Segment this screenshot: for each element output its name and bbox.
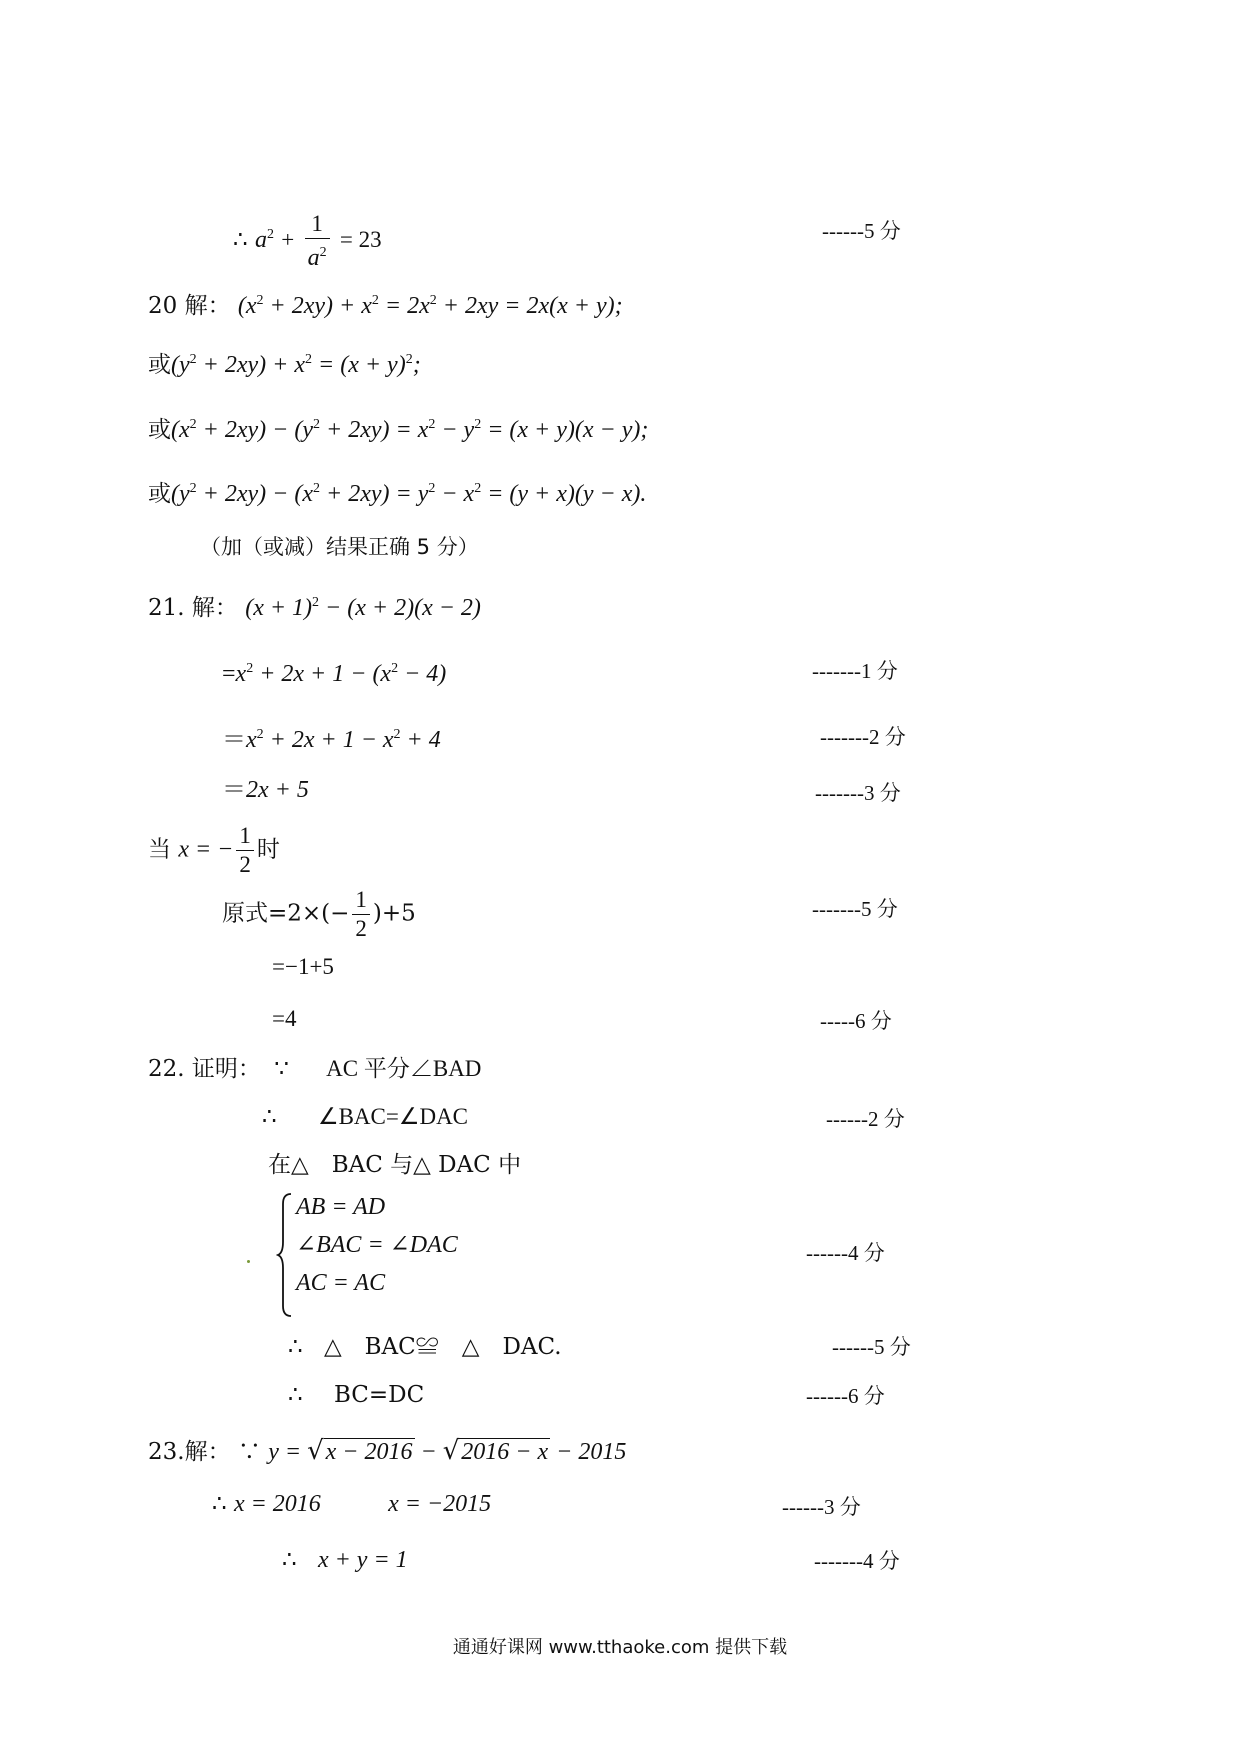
- score-mark: ------4 分: [806, 1241, 885, 1265]
- question-21-step-2: $=x^2 + 2x + 1 - x^2 + 4$: [222, 727, 441, 753]
- score-mark: -------4 分: [814, 1549, 900, 1573]
- left-brace-icon: [276, 1190, 294, 1320]
- question-20-note: （加（或减）结果正确 5 分）: [200, 535, 479, 559]
- condition-3: AC = AC: [296, 1270, 386, 1296]
- question-21-step-b: =4: [272, 1006, 297, 1031]
- fraction-one-half: $\frac{1}{2}$: [236, 822, 254, 879]
- question-21-when-line: 当 x = − $\frac{1}{2}$ 时: [148, 823, 280, 877]
- question-21-step-3: ＝2x + 5: [222, 777, 309, 803]
- question-20-line-4: 或$(y^2 + 2xy) - (x^2 + 2xy) = y^2 - x^2 = (y + x)(y - x)$.: [148, 481, 647, 507]
- therefore-symbol: ∴: [233, 227, 248, 253]
- question-23-line-1: 23.解： ∵ y = √x − 2016 − √2016 − x − 2015: [148, 1436, 627, 1466]
- score-mark: -------2 分: [820, 725, 906, 749]
- question-label: 22. 证明：: [148, 1056, 261, 1082]
- question-label: 23.解：: [148, 1439, 231, 1465]
- congruence-conditions: [276, 1190, 506, 1320]
- score-mark: ------2 分: [826, 1107, 905, 1131]
- condition-2: ∠BAC = ∠DAC: [296, 1232, 458, 1258]
- question-22-line-4: ∴ △ BAC≌ △ DAC.: [288, 1334, 562, 1360]
- question-20-line-3: 或$(x^2 + 2xy) - (y^2 + 2xy) = x^2 - y^2 = (x + y)(x - y)$;: [148, 417, 649, 443]
- question-22-line-3: 在△ BAC 与△ DAC 中: [268, 1152, 522, 1178]
- question-label: 20 解：: [148, 293, 231, 319]
- score-mark: ------5 分: [822, 219, 901, 243]
- question-20-line-2: 或$(y^2 + 2xy) + x^2 = (x + y)^2$;: [148, 352, 421, 378]
- score-mark: ------5 分: [832, 1335, 911, 1359]
- score-mark: -------1 分: [812, 659, 898, 683]
- score-mark: ------3 分: [782, 1495, 861, 1519]
- question-21-step-1: $=x^2 + 2x + 1 - (x^2 - 4)$: [222, 661, 447, 687]
- question-22-line-2: ∴ ∠BAC=∠DAC: [262, 1104, 469, 1130]
- condition-1: AB = AD: [296, 1194, 386, 1220]
- question-21-step-a: =−1+5: [272, 954, 334, 979]
- because-symbol: ∵: [274, 1056, 289, 1082]
- question-22-line-1: 22. 证明： ∵ AC 平分∠BAD: [148, 1056, 482, 1082]
- footer-watermark: 通通好课网 www.tthaoke.com 提供下载: [452, 1637, 788, 1658]
- score-mark: -------3 分: [815, 781, 901, 805]
- question-23-line-3: ∴ x + y = 1: [282, 1547, 408, 1573]
- score-mark: -------5 分: [812, 897, 898, 921]
- question-label: 21. 解：: [148, 595, 238, 621]
- question-23-line-2: ∴ x = 2016 x = −2015: [212, 1491, 492, 1517]
- fraction-one-half: $\frac{1}{2}$: [352, 886, 370, 943]
- question-20-line-1: 20 解： $(x^2 + 2xy) + x^2 = 2x^2 + 2xy = 2x(x + y)$;: [148, 293, 623, 319]
- question-22-line-5: ∴ BC=DC: [288, 1382, 425, 1408]
- solution-19-final-line: ∴ $a^2$ + $\frac{1}{a^2}$ = 23: [233, 211, 382, 271]
- score-mark: ------6 分: [806, 1384, 885, 1408]
- stray-dot: [247, 1260, 250, 1263]
- score-mark: -----6 分: [820, 1009, 892, 1033]
- question-21-line-1: 21. 解： $(x + 1)^2 - (x + 2)(x - 2)$: [148, 595, 481, 621]
- question-21-substitute-line: 原式=2×(− $\frac{1}{2}$ )+5: [222, 887, 416, 941]
- fraction-one-over-a-squared: $\frac{1}{a^2}$: [305, 210, 330, 272]
